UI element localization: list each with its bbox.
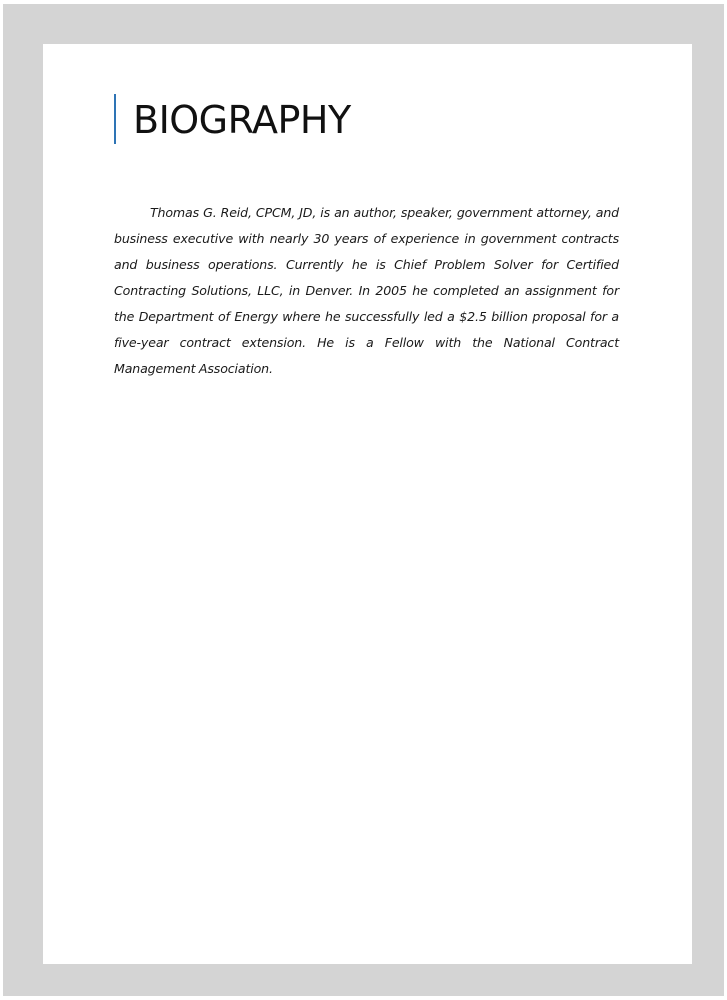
heading-block <box>114 94 351 144</box>
page-frame <box>3 4 724 996</box>
biography-paragraph: Thomas G. Reid, CPCM, JD, is an author, speaker, government attorney, and business executive with nearly 30 years of experience in government contracts and business operations. Currently he is Chief Problem Solver for Certified Contracting Solutions, LLC, in Denver. In 2005 he completed an assignment for the Department of Energy where he successfully led a $2.5 billion proposal for a five-year contract extension. He is a Fellow with the National Contract Management Association. <box>114 205 619 376</box>
page-title: BIOGRAPHY <box>133 98 351 142</box>
document-page <box>43 44 692 964</box>
